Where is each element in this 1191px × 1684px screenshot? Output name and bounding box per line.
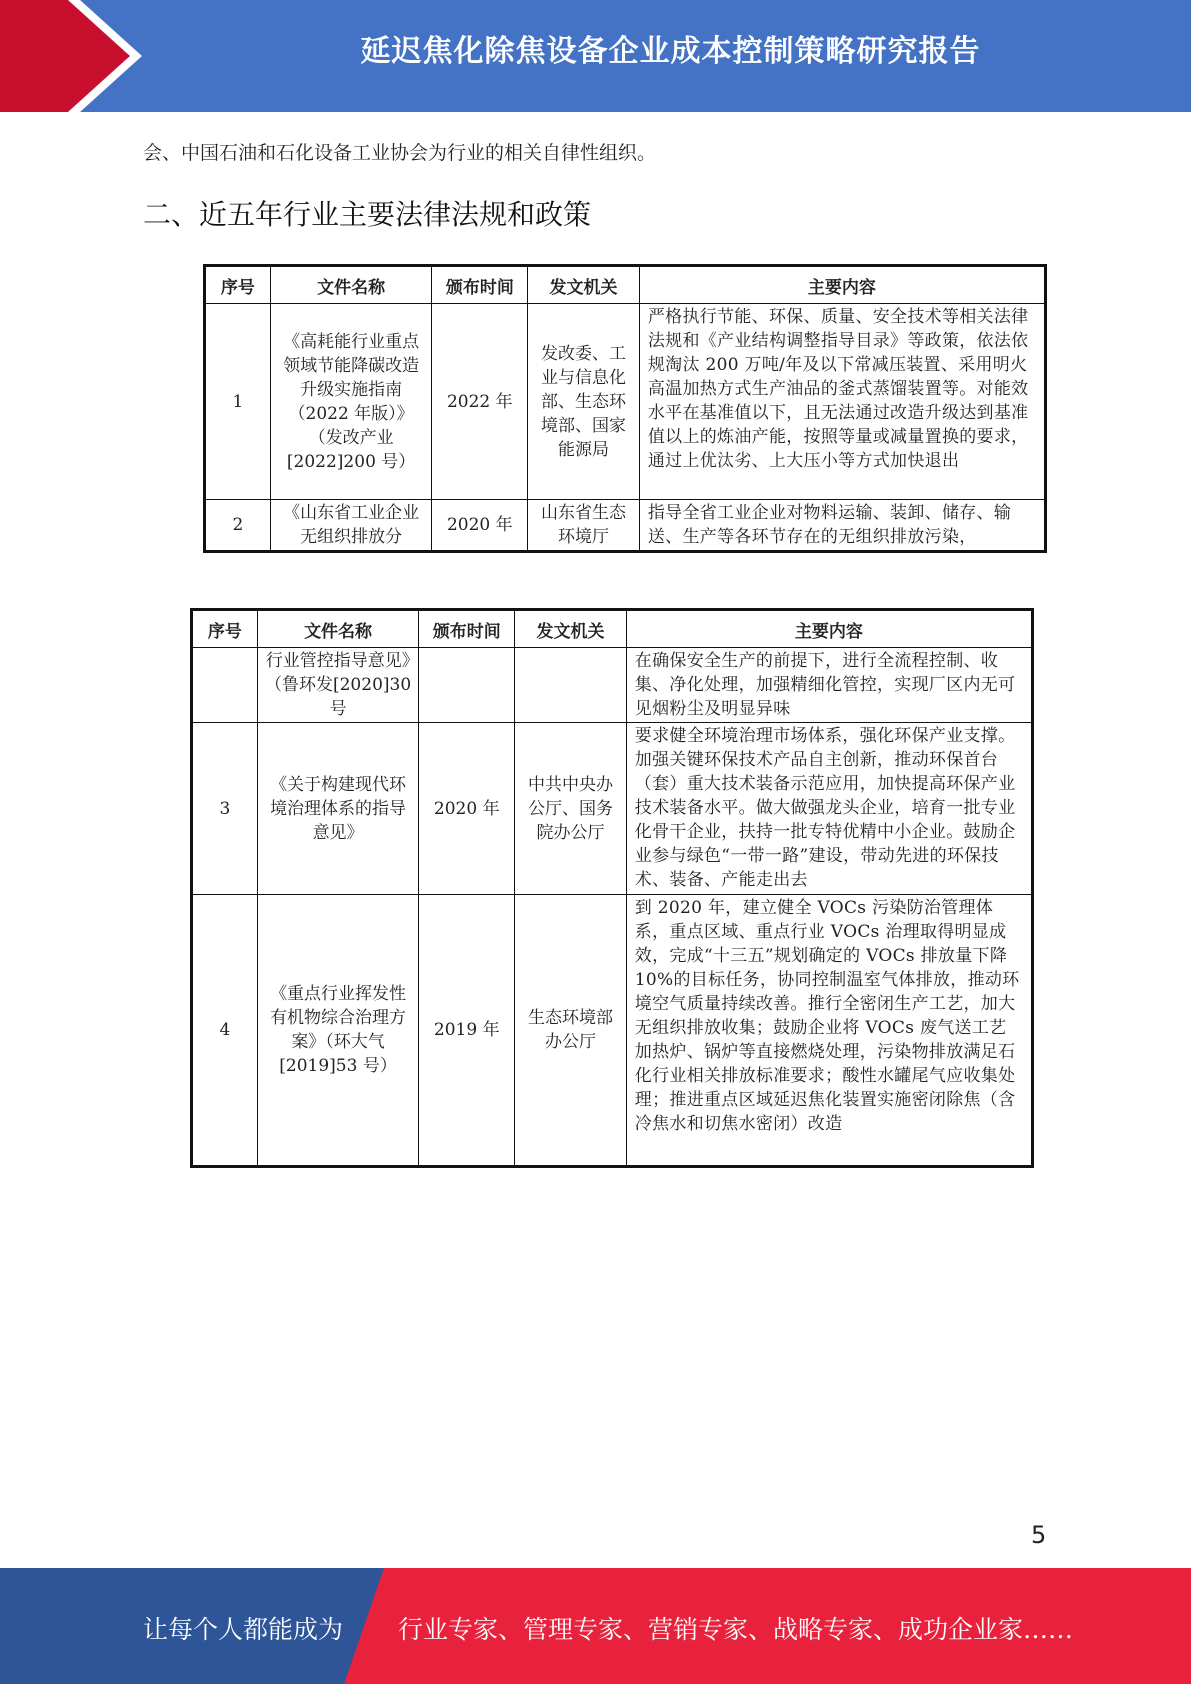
- header-no: 序号: [205, 266, 271, 304]
- cell-name: 《高耗能行业重点领域节能降碳改造升级实施指南（2022 年版）》（发改产业[2022]200 号）: [270, 304, 432, 500]
- footer-slogan-right: 行业专家、管理专家、营销专家、战略专家、成功企业家……: [398, 1615, 1074, 1644]
- cell-content: 要求健全环境治理市场体系，强化环保产业支撑。加强关键环保技术产品自主创新，推动环保首台（套）重大技术装备示范应用，加快提高环保产业技术装备水平。做大做强龙头企业，培育一批专业化骨干企业，扶持一批专特优精中小企业。鼓励企业参与绿色“一带一路”建设，带动先进的环保技术、装备、产能走出去: [626, 723, 1032, 895]
- table-row: [205, 304, 1046, 500]
- cell-issuer: 发改委、工业与信息化部、生态环境部、国家能源局: [528, 304, 640, 500]
- table-row: [192, 895, 1033, 1167]
- policy-table-2: [190, 608, 1034, 1168]
- header-date: 颁布时间: [432, 266, 528, 304]
- header-name: 文件名称: [270, 266, 432, 304]
- intro-paragraph: 会、中国石油和石化设备工业协会为行业的相关自律性组织。: [143, 142, 657, 164]
- cell-no: 1: [205, 304, 271, 500]
- page-header: [0, 0, 1191, 112]
- report-title: 延迟焦化除焦设备企业成本控制策略研究报告: [360, 34, 981, 69]
- page-number: 5: [1031, 1521, 1047, 1549]
- cell-no: [192, 648, 258, 723]
- cell-issuer: 生态环境部办公厅: [515, 895, 627, 1167]
- header-name: 文件名称: [257, 610, 419, 648]
- footer-slogan-left: 让每个人都能成为: [143, 1615, 344, 1644]
- cell-no: 4: [192, 895, 258, 1167]
- table-row: [192, 723, 1033, 895]
- cell-issuer: [515, 648, 627, 723]
- cell-content: 到 2020 年，建立健全 VOCs 污染防治管理体系，重点区域、重点行业 VOCs 治理取得明显成效，完成“十三五”规划确定的 VOCs 排放量下降 10%的目标任务，协同控制温室气体排放，推动环境空气质量持续改善。推行全密闭生产工艺，加大无组织排放收集；鼓励企业将 VOCs 废气送工艺加热炉、锅炉等直接燃烧处理，污染物排放满足石化行业相关排放标准要求；酸性水罐尾气应收集处理；推进重点区域延迟焦化装置实施密闭除焦（含冷焦水和切焦水密闭）改造: [626, 895, 1032, 1167]
- table-header-row: [192, 610, 1033, 648]
- cell-content: 严格执行节能、环保、质量、安全技术等相关法律法规和《产业结构调整指导目录》等政策，依法依规淘汰 200 万吨/年及以下常减压装置、采用明火高温加热方式生产油品的釜式蒸馏装置等。对能效水平在基准值以下，且无法通过改造升级达到基准值以上的炼油产能，按照等量或减量置换的要求，通过上优汰劣、上大压小等方式加快退出: [639, 304, 1045, 500]
- cell-date: 2022 年: [432, 304, 528, 500]
- cell-name: 行业管控指导意见》（鲁环发[2020]30 号: [257, 648, 419, 723]
- cell-name: 《关于构建现代环境治理体系的指导意见》: [257, 723, 419, 895]
- cell-no: 2: [205, 500, 271, 552]
- table-header-row: [205, 266, 1046, 304]
- section-heading: 二、近五年行业主要法律法规和政策: [143, 198, 592, 231]
- cell-no: 3: [192, 723, 258, 895]
- cell-name: 《山东省工业企业无组织排放分: [270, 500, 432, 552]
- table-row: [205, 500, 1046, 552]
- header-no: 序号: [192, 610, 258, 648]
- header-issuer: 发文机关: [528, 266, 640, 304]
- header-content: 主要内容: [626, 610, 1032, 648]
- cell-content: 在确保安全生产的前提下，进行全流程控制、收集、净化处理，加强精细化管控，实现厂区内无可见烟粉尘及明显异味: [626, 648, 1032, 723]
- cell-date: [419, 648, 515, 723]
- cell-issuer: 山东省生态环境厅: [528, 500, 640, 552]
- policy-table-1: [203, 264, 1047, 553]
- cell-content: 指导全省工业企业对物料运输、装卸、储存、输送、生产等各环节存在的无组织排放污染，: [639, 500, 1045, 552]
- table-row: [192, 648, 1033, 723]
- cell-name: 《重点行业挥发性有机物综合治理方案》（环大气[2019]53 号）: [257, 895, 419, 1167]
- header-content: 主要内容: [639, 266, 1045, 304]
- cell-issuer: 中共中央办公厅、国务院办公厅: [515, 723, 627, 895]
- cell-date: 2020 年: [419, 723, 515, 895]
- cell-date: 2019 年: [419, 895, 515, 1167]
- header-issuer: 发文机关: [515, 610, 627, 648]
- cell-date: 2020 年: [432, 500, 528, 552]
- header-date: 颁布时间: [419, 610, 515, 648]
